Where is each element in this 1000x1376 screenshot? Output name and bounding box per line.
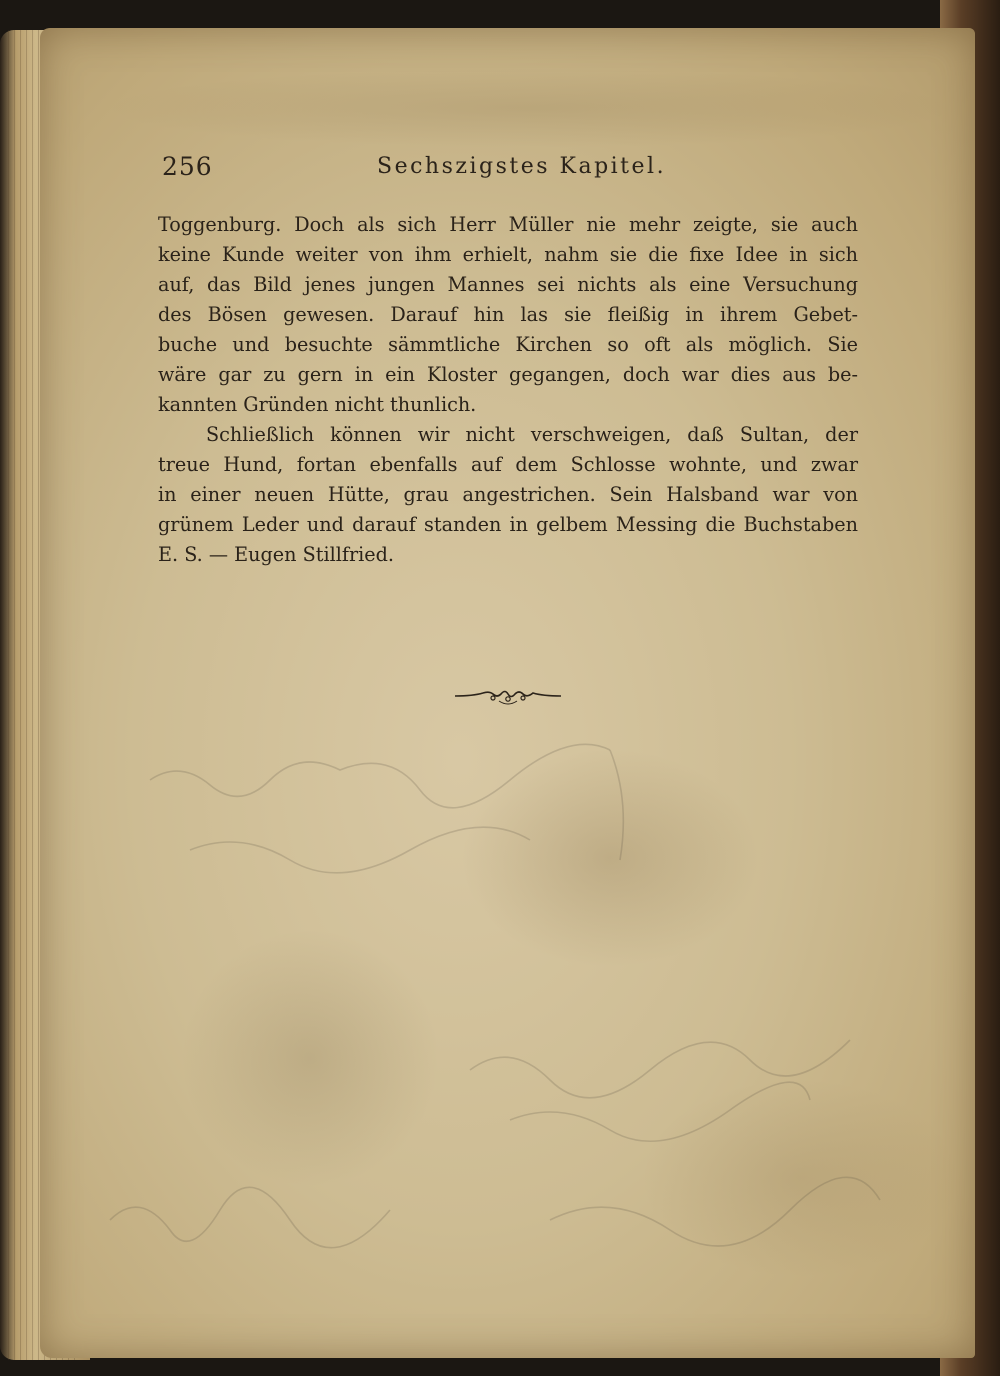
page-number: 256 bbox=[162, 152, 213, 181]
ornament-icon bbox=[453, 683, 563, 709]
text-line: grünem Leder und darauf standen in gelbem Messing die Buchstaben bbox=[158, 513, 858, 536]
text-line: treue Hund, fortan ebenfalls auf dem Schlosse wohnte, und zwar bbox=[158, 453, 858, 476]
text-line: in einer neuen Hütte, grau angestrichen. Sein Halsband war von bbox=[158, 483, 858, 506]
text-line: wäre gar zu gern in ein Kloster gegangen, doch war dies aus be- bbox=[158, 363, 858, 386]
text-line: Toggenburg. Doch als sich Herr Müller nie mehr zeigte, sie auch bbox=[158, 213, 858, 236]
paper-stain bbox=[100, 68, 960, 148]
text-line: Schließlich können wir nicht verschweigen, daß Sultan, der bbox=[206, 423, 858, 446]
text-line: keine Kunde weiter von ihm erhielt, nahm sie die fixe Idee in sich bbox=[158, 243, 858, 266]
paragraph-2 bbox=[158, 420, 858, 570]
paper-stain bbox=[640, 1078, 960, 1278]
page-body bbox=[158, 210, 858, 570]
text-line: auf, das Bild jenes jungen Mannes sei nichts als eine Versuchung bbox=[158, 273, 858, 296]
paper-stain bbox=[460, 748, 760, 968]
text-line: des Bösen gewesen. Darauf hin las sie fleißig in ihrem Gebet- bbox=[158, 303, 858, 326]
paper-stain bbox=[180, 928, 440, 1188]
paragraph-1 bbox=[158, 210, 858, 420]
text-line: buche und besuchte sämmtliche Kirchen so oft als möglich. Sie bbox=[158, 333, 858, 356]
text-line: E. S. — Eugen Stillfried. bbox=[158, 543, 395, 566]
running-head: Sechszigstes Kapitel. bbox=[377, 154, 667, 179]
text-line: kannten Gründen nicht thunlich. bbox=[158, 393, 477, 416]
page-header bbox=[162, 152, 862, 192]
